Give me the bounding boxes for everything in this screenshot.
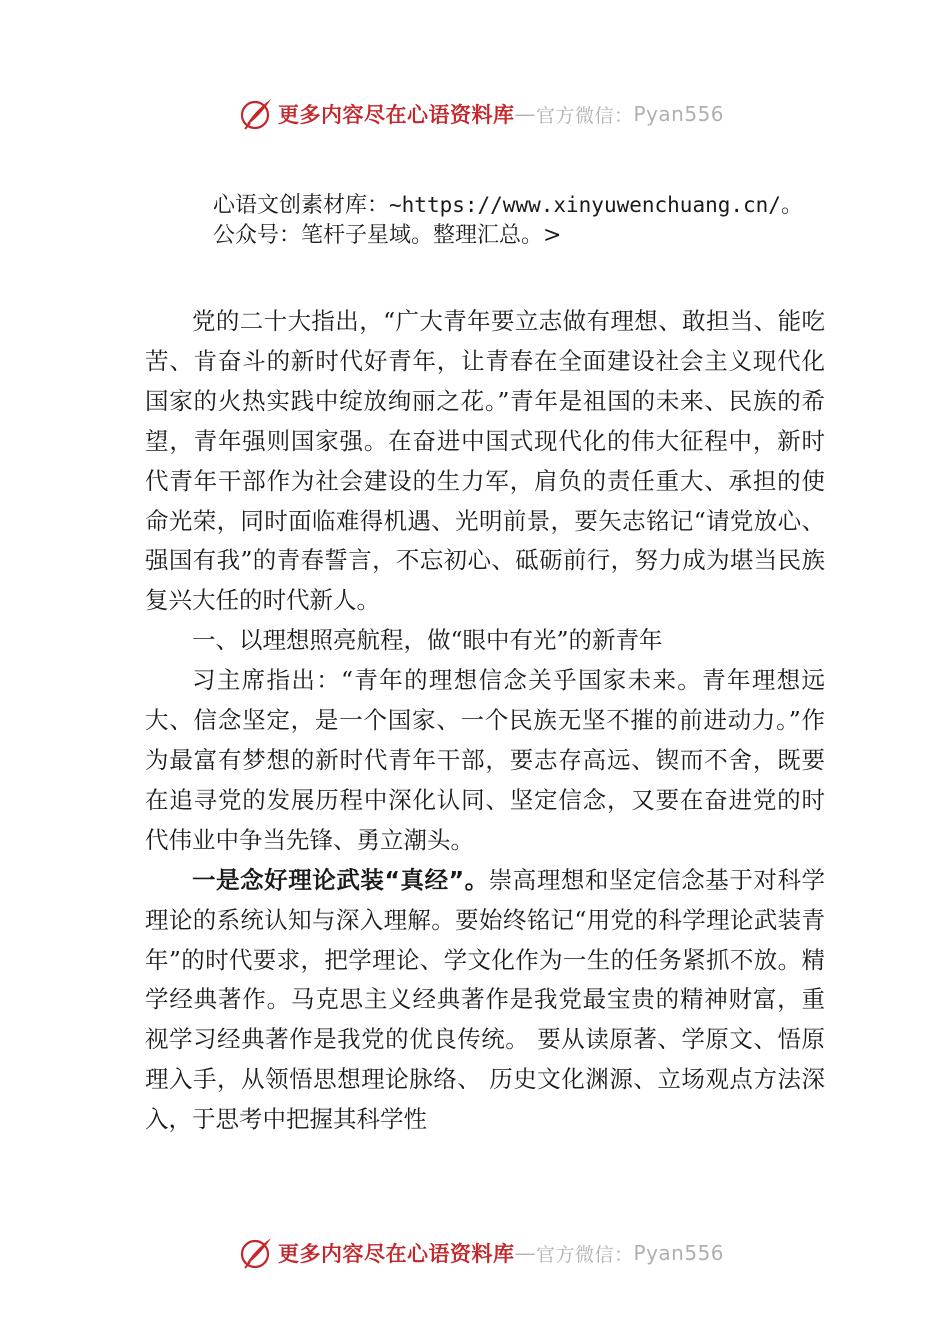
source-url: ~https://www.xinyuwenchuang.cn/: [389, 193, 781, 217]
banner-wechat-id: Pyan556: [633, 102, 725, 126]
banner-wechat-label: 官方微信：: [536, 104, 634, 127]
paragraph-lead-bold: 一是念好理论武装“真经”。: [192, 865, 489, 894]
banner-title: 更多内容尽在心语资料库: [278, 102, 515, 127]
quill-logo-icon: [238, 96, 274, 132]
paragraph-theory: [145, 861, 825, 1140]
section-heading: 一、以理想照亮航程，做“眼中有光”的新青年: [192, 626, 663, 655]
banner-wechat-id: Pyan556: [633, 1241, 725, 1265]
source-line-2: 公众号：笔杆子星域。整理汇总。>: [213, 223, 562, 248]
banner-title: 更多内容尽在心语资料库: [278, 1241, 515, 1266]
header-banner: [238, 94, 738, 134]
quill-logo-icon: [238, 1235, 274, 1271]
paragraph-theory-text: 崇高理想和坚定信念基于对科学理论的系统认知与深入理解。要始终铭记“用党的科学理论武装青年”的时代要求，把学理论、学文化作为一生的任务紧抓不放。精学经典著作。马克思主义经典著作是我党最宝贵的精神财富，重视学习经典著作是我党的优良传统。 要从读原著、学原文、悟原理入手，从领悟思想理论脉络、 历史文化渊源、立场观点方法深入，于思考中把握其科学性: [145, 865, 826, 1134]
paragraph-quote: 习主席指出：“青年的理想信念关乎国家未来。青年理想远大、信念坚定，是一个国家、一个民族无坚不摧的前进动力。”作为最富有梦想的新时代青年干部，要志存高远、锲而不舍，既要在追寻党的发展历程中深化认同、坚定信念，又要在奋进党的时代伟业中争当先锋、勇立潮头。: [145, 666, 825, 854]
source-note: [213, 190, 933, 251]
banner-dash: —: [514, 1241, 536, 1265]
footer-banner: [238, 1233, 738, 1273]
banner-wechat-label: 官方微信：: [536, 1243, 634, 1266]
paragraph-intro: 党的二十大指出，“广大青年要立志做有理想、敢担当、能吃苦、肯奋斗的新时代好青年，让青春在全面建设社会主义现代化国家的火热实践中绽放绚丽之花。”青年是祖国的未来、民族的希望，青年强则国家强。在奋进中国式现代化的伟大征程中，新时代青年干部作为社会建设的生力军，肩负的责任重大、承担的使命光荣，同时面临难得机遇、光明前景，要矢志铭记“请党放心、强国有我”的青春誓言，不忘初心、砥砺前行，努力成为堪当民族复兴大任的时代新人。: [145, 307, 825, 615]
article-body: [145, 302, 825, 1140]
source-line-1: 心语文创素材库：~https://www.xinyuwenchuang.cn/。: [213, 193, 803, 218]
banner-dash: —: [514, 102, 536, 126]
